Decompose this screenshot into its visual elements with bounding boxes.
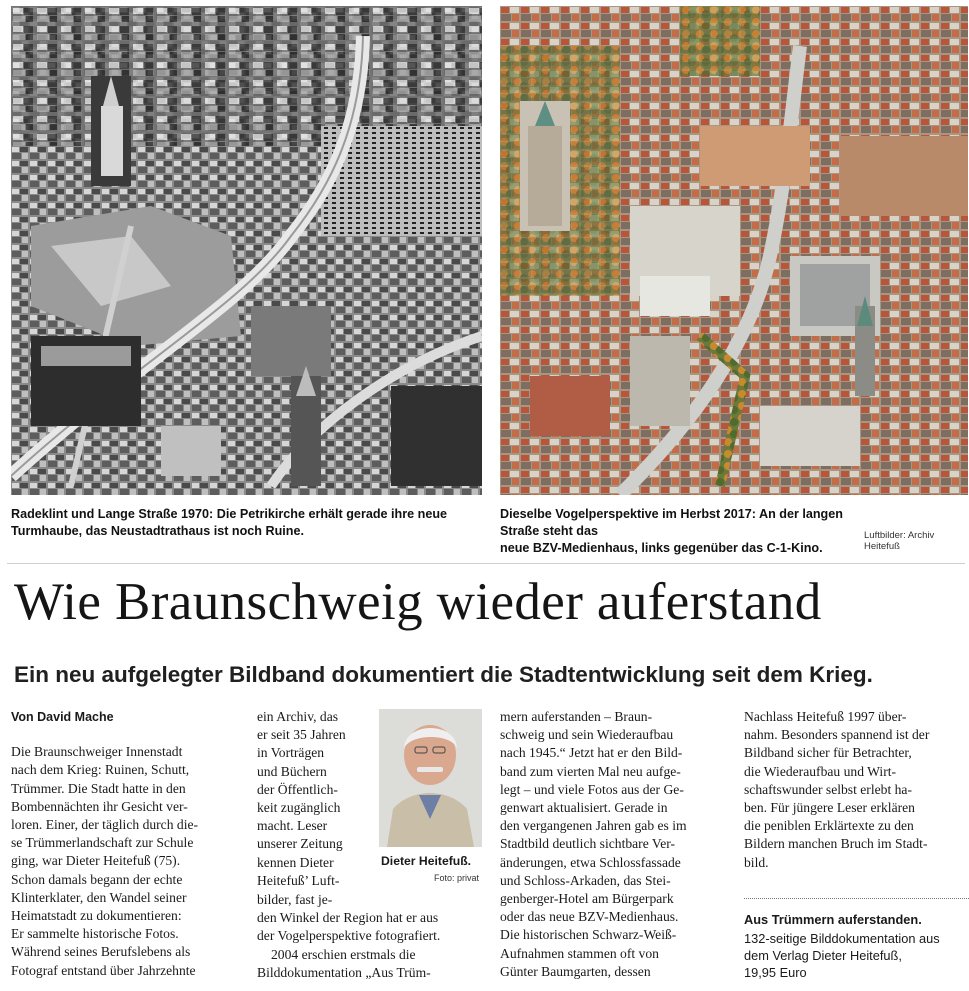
text-line: Die Braunschweiger Innenstadt [11, 744, 183, 760]
infobox-title: Aus Trümmern auferstanden. [744, 912, 922, 927]
text-line: nahm. Besonders spannend ist der [744, 727, 930, 743]
divider [7, 563, 965, 564]
text-line: der Öffentlich- [257, 781, 338, 797]
text-line: Bildband sicher für Betrachter, [744, 745, 912, 761]
text-line: 2004 erschien erstmals die [271, 946, 416, 962]
text-line: Während seines Berufslebens als [11, 944, 191, 960]
text-line: Er sammelte historische Fotos. [11, 926, 179, 942]
author-byline: Von David Mache [11, 710, 114, 724]
text-line: den Winkel der Region hat er aus [257, 910, 439, 926]
article-column-2-top [257, 708, 372, 890]
portrait-caption: Dieter Heitefuß. [381, 854, 472, 868]
infobox-line: 132-seitige Bilddokumentation aus [744, 931, 940, 946]
text-line: ben. Für jüngere Leser erklären [744, 800, 915, 816]
caption-right [500, 506, 866, 557]
text-line: bild. [744, 854, 769, 870]
text-line: den vergangenen Jahren gab es im [500, 818, 687, 834]
caption-right-line-2: neue BZV-Medienhaus, links gegenüber das C-1-Kino. [500, 541, 823, 555]
text-line: und Büchern [257, 763, 327, 779]
text-line: schweig und sein Wiederaufbau [500, 727, 674, 743]
portrait-photo [379, 709, 482, 847]
text-line: Stadtbild deutlich sichtbare Ver- [500, 836, 676, 852]
caption-right-line-1: Dieselbe Vogelperspektive im Herbst 2017: An der langen Straße steht das [500, 507, 843, 538]
text-line: bilder, fast je- [257, 892, 333, 907]
text-line: Bilddokumentation „Aus Trüm- [257, 964, 431, 980]
text-line: ein Archiv, das [257, 709, 339, 724]
aerial-photo-1970 [11, 6, 482, 495]
text-line: nach 1945.“ Jetzt hat er den Bild- [500, 745, 683, 761]
aerial-photo-2017 [500, 6, 968, 495]
text-line: Nachlass Heitefuß 1997 über- [744, 709, 907, 724]
article-column-4 [744, 708, 969, 872]
text-line: schaftswunder selbst erlebt ha- [744, 781, 912, 797]
text-line: keit zugänglich [257, 800, 341, 816]
article-column-2-bottom [257, 891, 484, 982]
article-column-1 [11, 708, 239, 980]
text-line: die peniblen Erklärtexte zu den [744, 818, 914, 834]
text-line: Bildern manchen Bruch im Stadt- [744, 836, 928, 852]
text-line: die Wiederaufbau und Wirt- [744, 763, 897, 779]
infobox-line: dem Verlag Dieter Heitefuß, [744, 948, 902, 963]
text-line: genberger-Hotel am Bürgerpark [500, 891, 674, 907]
text-line: legt – und viele Fotos aus der Ge- [500, 781, 684, 797]
text-line: änderungen, etwa Schlossfassade [500, 854, 681, 870]
photo-credit: Luftbilder: Archiv Heitefuß [864, 530, 935, 552]
portrait-credit: Foto: privat [434, 873, 480, 883]
caption-left-line-2: Turmhaube, das Neustadtrathaus ist noch Ruine. [11, 524, 304, 538]
text-line: in Vorträgen [257, 745, 325, 761]
text-line: Aufnahmen stammen oft von [500, 945, 659, 961]
text-line: Klinterklater, den Wandel seiner [11, 889, 187, 905]
text-line: Schon damals begann der echte [11, 871, 183, 887]
text-line: der Vogelperspektive fotografiert. [257, 928, 441, 944]
text-line: und Schloss-Arkaden, das Stei- [500, 872, 671, 888]
text-line: loren. Einer, der täglich durch die- [11, 817, 199, 833]
text-line: Heitefuß’ Luft- [257, 872, 340, 888]
text-line: Bombennächten ihr Gesicht ver- [11, 798, 188, 814]
text-line: ging, war Dieter Heitefuß (75). [11, 853, 181, 869]
text-line: nach dem Krieg: Ruinen, Schutt, [11, 762, 190, 778]
infobox-text [744, 930, 969, 981]
infobox-divider [744, 898, 969, 899]
text-line: se Trümmerlandschaft zur Schule [11, 835, 194, 851]
text-line: band zum vierten Mal neu aufge- [500, 763, 681, 779]
article-column-3 [500, 708, 725, 981]
text-line: Fotograf entstand über Jahrzehnte [11, 962, 196, 978]
text-line: er seit 35 Jahren [257, 727, 346, 743]
text-line: genwart aktualisiert. Gerade in [500, 800, 668, 816]
text-line: Heimatstadt zu dokumentieren: [11, 908, 182, 924]
text-line: macht. Leser [257, 818, 328, 834]
subheadline: Ein neu aufgelegter Bildband dokumentiert die Stadtentwicklung seit dem Krieg. [14, 662, 873, 687]
headline: Wie Braunschweig wieder auferstand [14, 573, 822, 631]
infobox-line: 19,95 Euro [744, 965, 807, 980]
text-line: Günter Baumgarten, dessen [500, 963, 651, 979]
text-line: mern auferstanden – Braun- [500, 709, 653, 724]
text-line: Trümmer. Die Stadt hatte in den [11, 780, 186, 796]
caption-left-line-1: Radeklint und Lange Straße 1970: Die Petrikirche erhält gerade ihre neue [11, 507, 448, 521]
caption-left [11, 506, 481, 540]
text-line: oder das neue BZV-Medienhaus. [500, 909, 679, 925]
text-line: Die historischen Schwarz-Weiß- [500, 927, 677, 943]
text-line: kennen Dieter [257, 854, 334, 870]
text-line: unserer Zeitung [257, 836, 343, 852]
